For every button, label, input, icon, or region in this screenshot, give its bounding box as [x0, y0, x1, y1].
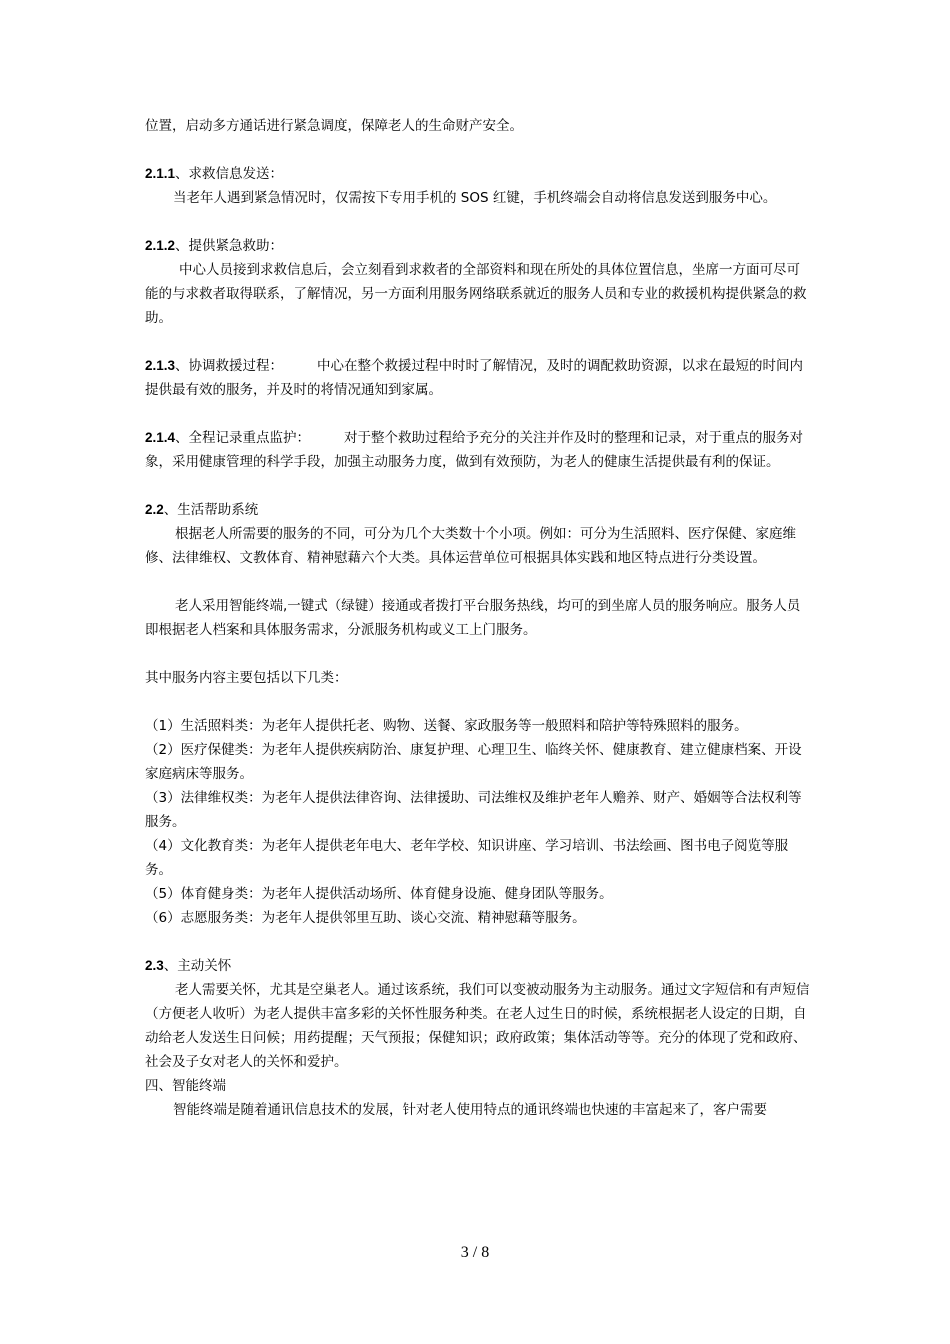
section-title: 、全程记录重点监护：: [175, 430, 311, 446]
section-title: 、主动关怀: [163, 958, 232, 974]
section-number: 2.1.1: [145, 166, 176, 181]
list-item: （2）医疗保健类：为老年人提供疾病防治、康复护理、心理卫生、临终关怀、健康教育、建立健康档案、开设家庭病床等服务。: [145, 742, 802, 782]
list-item: （6）志愿服务类：为老年人提供邻里互助、谈心交流、精神慰藉等服务。: [145, 910, 586, 926]
section-heading-2-2: [145, 498, 811, 522]
list-item: （3）法律维权类：为老年人提供法律咨询、法律援助、司法维权及维护老年人赡养、财产、婚姻等合法权利等服务。: [145, 790, 802, 830]
section-title: 、生活帮助系统: [163, 502, 259, 518]
document-body: [145, 114, 811, 1122]
list-item: （4）文化教育类：为老年人提供老年电大、老年学校、知识讲座、学习培训、书法绘画、图书电子阅览等服务。: [145, 838, 789, 878]
paragraph: 其中服务内容主要包括以下几类：: [145, 670, 348, 686]
section-number: 2.1.4: [145, 430, 176, 445]
section-title: 、提供紧急救助：: [175, 238, 284, 254]
section-title: 、协调救援过程：: [175, 358, 284, 374]
paragraph: 老人需要关怀，尤其是空巢老人。通过该系统，我们可以变被动服务为主动服务。通过文字短信和有声短信（方便老人收听）为老人提供丰富多彩的关怀性服务种类。在老人过生日的时候，系统根据老人设定的日期，自动给老人发送生日问候；用药提醒；天气预报；保健知识；政府政策；集体活动等等。充分的体现了党和政府、社会及子女对老人的关怀和爱护。: [145, 982, 810, 1070]
section-heading-2-1-2: [145, 234, 811, 258]
section-title: 、求救信息发送：: [175, 166, 284, 182]
section-heading-4: 四、智能终端: [145, 1078, 226, 1094]
paragraph: 当老年人遇到紧急情况时，仅需按下专用手机的 SOS 红键，手机终端会自动将信息发送到服务中心。: [173, 190, 777, 206]
section-number: 2.3: [145, 958, 164, 973]
paragraph: 智能终端是随着通讯信息技术的发展，针对老人使用特点的通讯终端也快速的丰富起来了，客户需要: [173, 1102, 767, 1118]
paragraph: 中心人员接到求救信息后，会立刻看到求救者的全部资料和现在所处的具体位置信息，坐席一方面可尽可能的与求救者取得联系，了解情况，另一方面利用服务网络联系就近的服务人员和专业的救援机构提供紧急的救助。: [145, 262, 807, 326]
paragraph: 根据老人所需要的服务的不同，可分为几个大类数十个小项。例如：可分为生活照料、医疗保健、家庭维修、法律维权、文教体育、精神慰藉六个大类。具体运营单位可根据具体实践和地区特点进行分类设置。: [145, 526, 796, 566]
section-number: 2.1.3: [145, 358, 176, 373]
section-number: 2.1.2: [145, 238, 176, 253]
section-2-1-3: [145, 354, 811, 402]
section-body: 中心在整个救援过程中时时了解情况，及时的调配救助资源，以求在最短的时间内提供最有效的服务，并及时的将情况通知到家属。: [145, 358, 804, 398]
page-number: 3 / 8: [460, 1244, 490, 1261]
section-2-1-4: [145, 426, 811, 474]
list-item: （5）体育健身类：为老年人提供活动场所、体育健身设施、健身团队等服务。: [145, 886, 613, 902]
section-body: 对于整个救助过程给予充分的关注并作及时的整理和记录，对于重点的服务对象，采用健康管理的科学手段，加强主动服务力度，做到有效预防，为老人的健康生活提供最有利的保证。: [145, 430, 804, 470]
section-heading-2-1-1: [145, 162, 811, 186]
section-heading-2-3: [145, 954, 811, 978]
list-item: （1）生活照料类：为老年人提供托老、购物、送餐、家政服务等一般照料和陪护等特殊照料的服务。: [145, 718, 748, 734]
paragraph: 老人采用智能终端,一键式（绿键）接通或者拨打平台服务热线，均可的到坐席人员的服务响应。服务人员即根据老人档案和具体服务需求，分派服务机构或义工上门服务。: [145, 598, 801, 638]
paragraph: 位置，启动多方通话进行紧急调度，保障老人的生命财产安全。: [145, 118, 523, 134]
section-number: 2.2: [145, 502, 164, 517]
